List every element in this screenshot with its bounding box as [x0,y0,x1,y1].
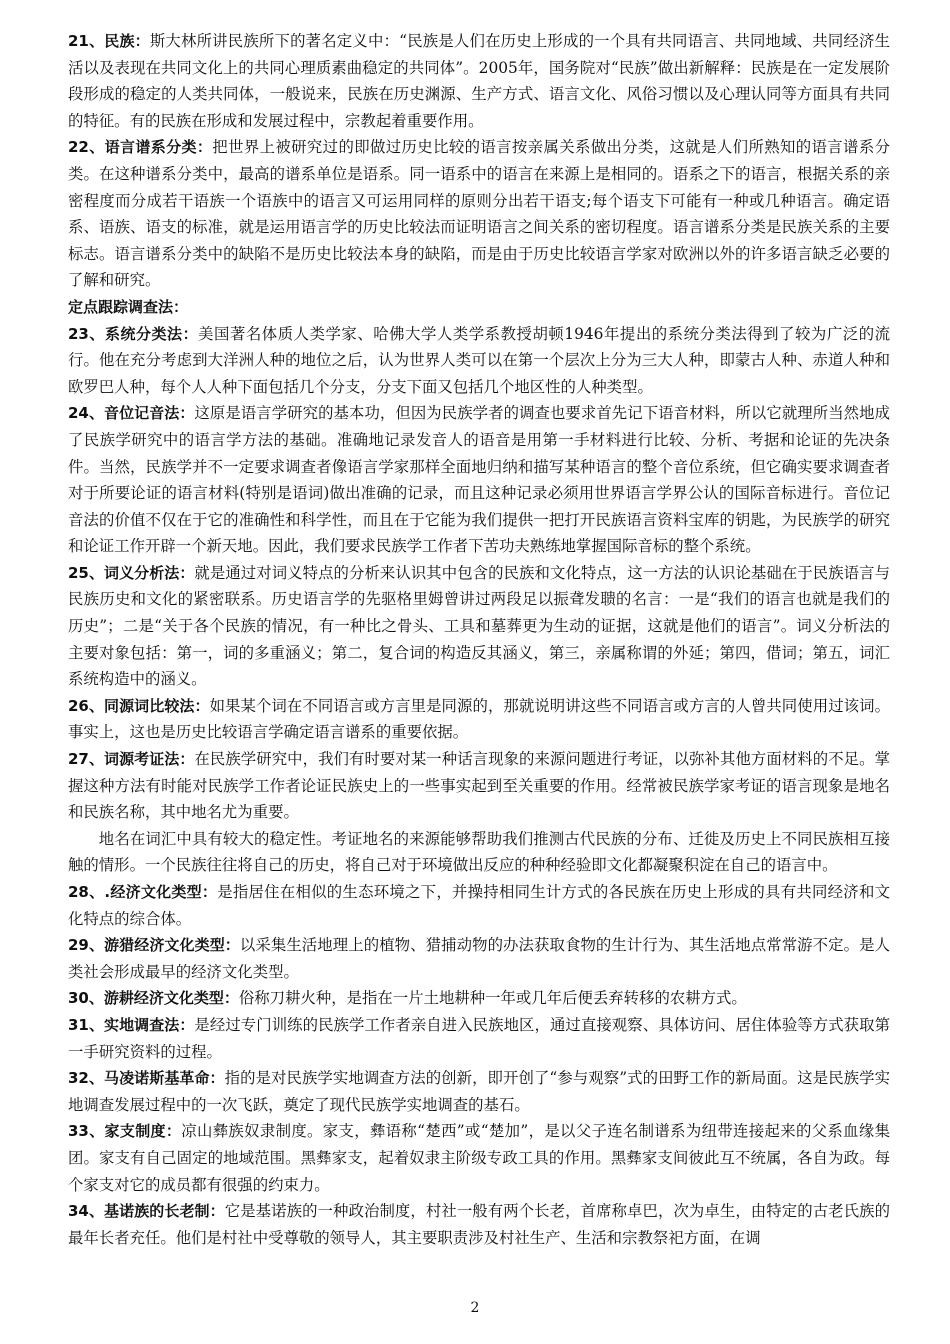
entry-33 [68,1118,890,1198]
entry-21 [68,28,890,134]
entry-27 [68,746,890,826]
section-heading: 定点跟踪调查法： [68,297,189,316]
entry-32 [68,1065,890,1118]
entry-text: 美国著名体质人类学家、哈佛大学人类学系教授胡顿1946年提出的系统分类法得到了较为广泛的流行。他在充分考虑到大洋洲人种的地位之后，认为世界人类可以在第一个层次上分为三大人种，即蒙古人种、赤道人种和欧罗巴人种，每个人人种下面包括几个分支，分支下面又包括几个地区性的人种类型。 [68,324,890,396]
entry-text: 就是通过对词义特点的分析来认识其中包含的民族和文化特点，这一方法的认识论基础在于民族语言与民族历史和文化的紧密联系。历史语言学的先驱格里姆曾讲过两段足以振聋发聩的名言：一是“我们的语言也就是我们的历史”；二是“关于各个民族的情况，有一种比之骨头、工具和墓葬更为生动的证据，这就是他们的语言”。词义分析法的主要对象包括：第一，词的多重涵义；第二，复合词的构造反其涵义，第三，亲属称谓的外延；第四，借词；第五，词汇系统构造中的涵义。 [68,563,890,689]
entry-text: 这原是语言学研究的基本功，但因为民族学者的调查也要求首先记下语音材料，所以它就理所当然地成了民族学研究中的语言学方法的基础。准确地记录发音人的语音是用第一手材料进行比较、分析、考据和论证的先决条件。当然，民族学并不一定要求调查者像语言学家那样全面地归纳和描写某种语言的整个音位系统，但它确实要求调查者对于所要论证的语言材料(特别是语词)做出准确的记录，而且这种记录必须用世界语言学界公认的国际音标进行。音位记音法的价值不仅在于它的准确性和科学性，而且在于它能为我们提供一把打开民族语言资料宝库的钥匙，为民族学的研究和论证工作开辟一个新天地。因此，我们要求民族学工作者下苦功夫熟练地掌握国际音标的整个系统。 [68,404,890,556]
entry-term: 32、马凌诺斯基革命： [68,1069,225,1088]
entry-term: 31、实地调查法： [68,1015,195,1034]
entry-term: 29、游猎经济文化类型： [68,936,240,955]
entry-22 [68,134,890,294]
page-number: 2 [470,1300,480,1316]
entry-text: 把世界上被研究过的即做过历史比较的语言按亲属关系做出分类，这就是人们所熟知的语言谱系分类。在这种谱系分类中，最高的谱系单位是语系。同一语系中的语言在来源上是相同的。语系之下的语言，根据关系的亲密程度而分成若干语族一个语族中的语言又可运用同样的原则分出若干语支;每个语支下可能有一种或几种语言。确定语系、语族、语支的标准，就是运用语言学的历史比较法而证明语言之间关系的密切程度。语言谱系分类是民族关系的主要标志。语言谱系分类中的缺陷不是历史比较法本身的缺陷，而是由于历史比较语言学家对欧洲以外的许多语言缺乏必要的了解和研究。 [68,138,890,290]
entry-term: 27、词源考证法： [68,750,195,769]
entry-text: 如果某个词在不同语言或方言里是同源的，那就说明讲这些不同语言或方言的人曾共同使用过该词。事实上，这也是历史比较语言学确定语言谱系的重要依据。 [68,696,890,742]
entry-24 [68,400,890,560]
entry-term: 22、语言谱系分类： [68,138,213,157]
entry-text: 斯大林所讲民族所下的著名定义中：“民族是人们在历史上形成的一个具有共同语言、共同地域、共同经济生活以及表现在共同文化上的共同心理质素曲稳定的共同体”。2005年，国务院对“民族”做出新解释：民族是在一定发展阶段形成的稳定的人类共同体，一般说来，民族在历史渊源、生产方式、语言文化、风俗习惯以及心理认同等方面具有共同的特征。有的民族在形成和发展过程中，宗教起着重要作用。 [68,32,890,130]
entry-text: 凉山彝族奴隶制度。家支，彝语称“楚西”或“楚加”，是以父子连名制谱系为纽带连接起来的父系血缘集团。家支有自己固定的地域范围。黑彝家支，起着奴隶主阶级专政工具的作用。黑彝家支间彼此互不统属，各自为政。每个家支对它的成员都有很强的约束力。 [68,1122,890,1194]
entry-29 [68,932,890,985]
entry-text: 在民族学研究中，我们有时要对某一种话言现象的来源问题进行考证，以弥补其他方面材料的不足。掌握这种方法有时能对民族学工作者论证民族史上的一些事实起到至关重要的作用。经常被民族学家考证的语言现象是地名和民族名称，其中地名尤为重要。 [68,750,890,822]
entry-text: 是经过专门训练的民族学工作者亲自进入民族地区，通过直接观察、具体访问、居住体验等方式获取第一手研究资料的过程。 [68,1015,890,1061]
entry-term: 25、词义分析法： [68,563,195,582]
entry-term: 26、同源词比较法： [68,696,210,715]
entry-term: 33、家支制度： [68,1122,182,1141]
entry-31 [68,1012,890,1065]
entry-text: 它是基诺族的一种政治制度，村社一般有两个长老，首席称卓巴，次为卓生，由特定的古老氏族的最年长者充任。他们是村社中受尊敬的领导人，其主要职责涉及村社生产、生活和宗教祭祀方面，在调 [68,1202,890,1247]
entry-25 [68,560,890,693]
entry-term: 30、游耕经济文化类型： [68,989,239,1008]
entry-27-continuation: 地名在词汇中具有较大的稳定性。考证地名的来源能够帮助我们推测古代民族的分布、迁徙及历史上不同民族相互接触的情形。一个民族往往将自己的历史，将自己对于环境做出反应的种种经验即文化都凝聚积淀在自己的语言中。 [68,829,890,875]
entry-28 [68,879,890,932]
entry-term: 21、民族： [68,32,150,50]
entry-text: 以采集生活地理上的植物、猎捕动物的办法获取食物的生计行为、其生活地点常常游不定。是人类社会形成最早的经济文化类型。 [68,936,890,981]
entry-26 [68,693,890,746]
entry-term: 28、.经济文化类型： [68,883,218,901]
entry-term: 34、基诺族的长老制： [68,1202,225,1221]
entry-34 [68,1198,890,1251]
entry-30 [68,985,890,1012]
entry-text: 是指居住在相似的生态环境之下，并操持相同生计方式的各民族在历史上形成的具有共同经济和文化特点的综合体。 [68,883,890,928]
entry-term: 24、音位记音法： [68,404,195,423]
entry-term: 23、系统分类法： [68,324,199,343]
entry-23 [68,321,890,401]
document-body [68,28,890,1251]
entry-text: 俗称刀耕火种，是指在一片土地耕种一年或几年后便丢弃转移的农耕方式。 [238,989,747,1008]
entry-text: 指的是对民族学实地调查方法的创新，即开创了“参与观察”式的田野工作的新局面。这是民族学实地调查发展过程中的一次飞跃，奠定了现代民族学实地调查的基石。 [68,1069,890,1114]
